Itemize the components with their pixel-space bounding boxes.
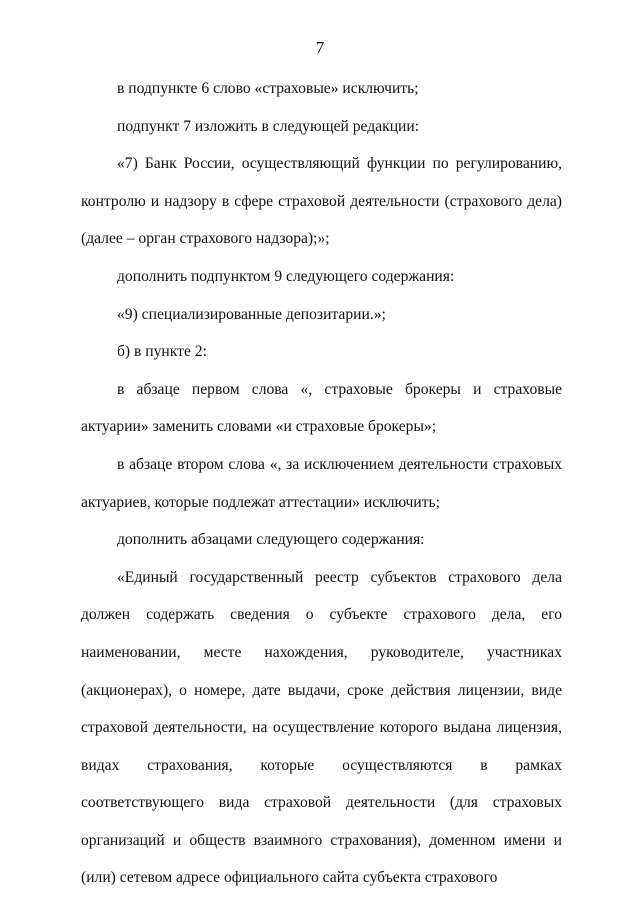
paragraph: подпункт 7 изложить в следующей редакции: [117, 117, 420, 135]
page-number: 7 [315, 38, 325, 57]
paragraph: в подпункте 6 слово «страховые» исключить; [117, 80, 419, 97]
document-body [81, 70, 562, 897]
paragraph: в абзаце первом слова «, страховые брокеры и страховые актуарии» заменить словами «и страховые брокеры»; [81, 380, 562, 436]
paragraph: «9) специализированные депозитарии.»; [117, 305, 386, 323]
paragraph: «7) Банк России, осуществляющий функции по регулированию, контролю и надзору в сфере страховой деятельности (страхового дела) (далее – орган страхового надзора);»; [81, 155, 562, 248]
paragraph: б) в пункте 2: [117, 343, 207, 361]
paragraph: в абзаце втором слова «, за исключением деятельности страховых актуариев, которые подлежат аттестации» исключить; [81, 455, 562, 511]
paragraph: дополнить абзацами следующего содержания: [117, 531, 425, 549]
paragraph: дополнить подпунктом 9 следующего содержания: [117, 267, 455, 285]
paragraph: «Единый государственный реестр субъектов страхового дела должен содержать сведения о субъекте страхового дела, его наименовании, месте нахождения, руководителе, участниках (акционерах), о номере, дате выдачи, сроке действия лицензии, виде страховой деятельности, на осуществление которого выдана лицензия, видах страхования, которые осуществляются в рамках соответствующего вида страховой деятельности (для страховых организаций и обществ взаимного страхования), доменном имени и (или) сетевом адресе официального сайта субъекта страхового [81, 568, 562, 887]
